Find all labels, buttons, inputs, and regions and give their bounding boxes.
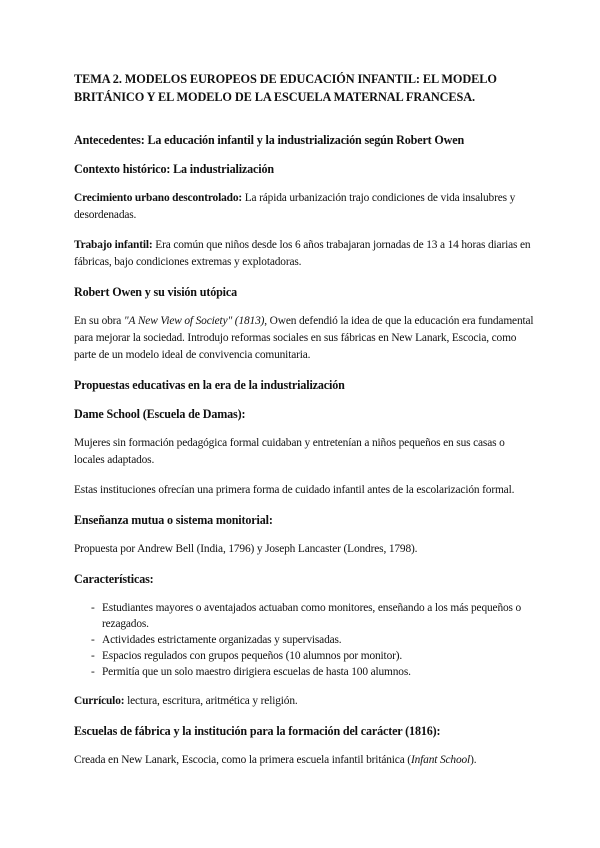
label-curriculo: Currículo: (74, 695, 125, 707)
text-new-lanark-after: ). (470, 754, 477, 766)
label-crecimiento: Crecimiento urbano descontrolado: (74, 192, 243, 204)
paragraph-dame-1: Mujeres sin formación pedagógica formal cuidaban y entretenían a niños pequeños en sus casas o locales adaptados. (74, 437, 505, 466)
list-item (74, 648, 534, 664)
list-item-text: Actividades estrictamente organizadas y supervisadas. (102, 634, 342, 646)
list-item-text: Espacios regulados con grupos pequeños (10 alumnos por monitor). (102, 650, 403, 662)
subheading-dame-school: Dame School (Escuela de Damas): (74, 407, 246, 421)
subheading-contexto: Contexto histórico: La industrialización (74, 162, 274, 176)
document-title: TEMA 2. MODELOS EUROPEOS DE EDUCACIÓN INFANTIL: EL MODELO BRITÁNICO Y EL MODELO DE LA ESCUELA MATERNAL FRANCESA. (74, 72, 497, 104)
text-curriculo: lectura, escritura, aritmética y religión. (124, 695, 298, 707)
caracteristicas-list (74, 600, 534, 680)
list-item (74, 632, 534, 648)
label-trabajo-infantil: Trabajo infantil: (74, 239, 153, 251)
list-marker: - (91, 602, 95, 614)
list-marker: - (91, 650, 95, 662)
paragraph-dame-2: Estas instituciones ofrecían una primera forma de cuidado infantil antes de la escolarización formal. (74, 484, 515, 496)
list-item-text: Estudiantes mayores o aventajados actuaban como monitores, enseñando a los más pequeños o rezagados. (102, 602, 522, 630)
subheading-caracteristicas: Características: (74, 572, 154, 586)
paragraph-ensenanza-mutua: Propuesta por Andrew Bell (India, 1796) y Joseph Lancaster (Londres, 1798). (74, 543, 418, 555)
paragraph-new-lanark (74, 752, 534, 769)
subheading-owen: Robert Owen y su visión utópica (74, 285, 237, 299)
section-heading-antecedentes: Antecedentes: La educación infantil y la industrialización según Robert Owen (74, 133, 465, 147)
text-new-lanark-before: Creada en New Lanark, Escocia, como la primera escuela infantil británica ( (74, 754, 411, 766)
subheading-escuelas-fabrica: Escuelas de fábrica y la institución para la formación del carácter (1816): (74, 724, 441, 738)
paragraph-trabajo-infantil (74, 237, 534, 271)
list-marker: - (91, 666, 95, 678)
list-marker: - (91, 634, 95, 646)
text-crecimiento: La rápida urbanización trajo condiciones de vida insalubres y desordenadas. (74, 192, 516, 221)
paragraph-crecimiento (74, 190, 534, 224)
text-owen-before: En su obra (74, 315, 124, 327)
paragraph-owen (74, 313, 534, 364)
paragraph-curriculo (74, 693, 534, 710)
list-item (74, 600, 534, 632)
subheading-ensenanza-mutua: Enseñanza mutua o sistema monitorial: (74, 513, 273, 527)
list-item (74, 664, 534, 680)
text-owen-after: , Owen defendió la idea de que la educación era fundamental para mejorar la sociedad. Introdujo reformas sociales en sus fábricas en New Lanark, Escocia, como parte de un modelo ideal de convivencia comunitaria. (74, 315, 534, 361)
section-heading-propuestas: Propuestas educativas en la era de la industrialización (74, 378, 345, 392)
infant-school-term: Infant School (410, 754, 471, 766)
text-trabajo-infantil: Era común que niños desde los 6 años trabajaran jornadas de 13 a 14 horas diarias en fábricas, bajo condiciones extremas y explotadoras. (74, 239, 531, 268)
work-title: "A New View of Society" (1813) (123, 315, 265, 327)
list-item-text: Permitía que un solo maestro dirigiera escuelas de hasta 100 alumnos. (102, 666, 411, 678)
document-page (74, 70, 534, 782)
